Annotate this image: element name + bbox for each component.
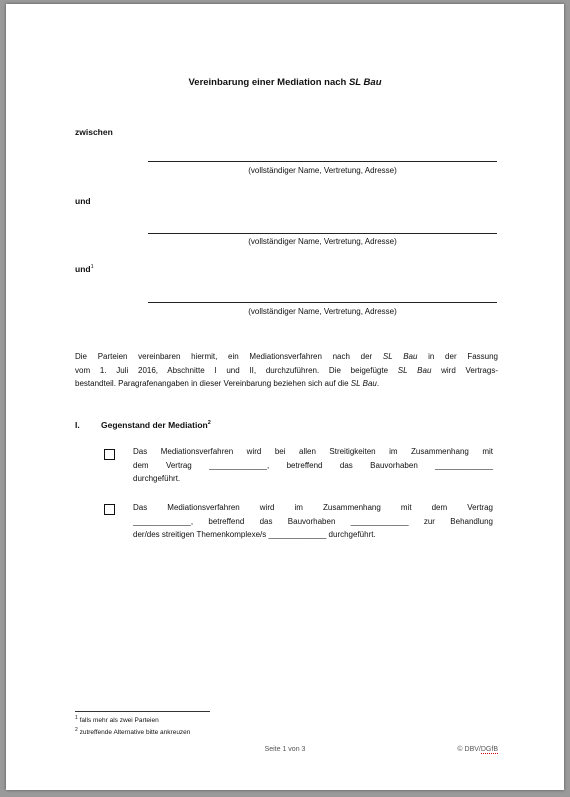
footnote-1: $^1$ falls mehr als zwei Parteien [75, 715, 159, 725]
party-label-und-optional: und$^1$ [75, 264, 94, 274]
party-3-signature-line [148, 302, 497, 303]
option-1-checkbox[interactable] [104, 449, 115, 460]
option-2-text: Das Mediationsverfahren wird im Zusammenhang mit dem Vertrag _____________, betreffend das Bauvorhaben _____________ zur Behandlung der/des streitigen Themenkomplexe/s _____________ durchgeführt. [133, 503, 493, 539]
party-label-zwischen: zwischen [75, 127, 113, 137]
option-2-checkbox[interactable] [104, 504, 115, 515]
document-title: Vereinbarung einer Mediation nach SL Bau [188, 77, 382, 88]
footnote-2: $^2$ zutreffende Alternative bitte ankreuzen [75, 727, 191, 737]
party-1-caption: (vollständiger Name, Vertretung, Adresse) [248, 166, 397, 175]
party-3-caption: (vollständiger Name, Vertretung, Adresse) [248, 307, 397, 316]
party-1-signature-line [148, 161, 497, 162]
party-2-caption: (vollständiger Name, Vertretung, Adresse) [248, 237, 397, 246]
intro-paragraph [75, 350, 498, 391]
copyright-notice: © DBV/DGfB [457, 746, 498, 753]
footnote-separator [75, 711, 210, 712]
intro-line-2: vom 1. Juli 2016, Abschnitte I und II, durchzuführen. Die beigefügte SL Bau wird Vertrags- [75, 365, 498, 375]
document-page [6, 4, 564, 790]
party-label-und: und [75, 196, 91, 206]
section-title: Gegenstand der Mediation$^2$ [101, 420, 211, 430]
party-2-signature-line [148, 233, 497, 234]
intro-line-1: Die Parteien vereinbaren hiermit, ein Mediationsverfahren nach der SL Bau in der Fassung [75, 352, 498, 361]
page-number: Seite 1 von 3 [264, 746, 306, 753]
intro-line-3: bestandteil. Paragrafenangaben in dieser Vereinbarung beziehen sich auf die SL Bau. [75, 379, 380, 388]
section-number: I. [75, 420, 80, 430]
option-1-text: Das Mediationsverfahren wird bei allen Streitigkeiten im Zusammenhang mit dem Vertrag _____________, betreffend das Bauvorhaben _____________ durchgeführt. [133, 447, 493, 483]
